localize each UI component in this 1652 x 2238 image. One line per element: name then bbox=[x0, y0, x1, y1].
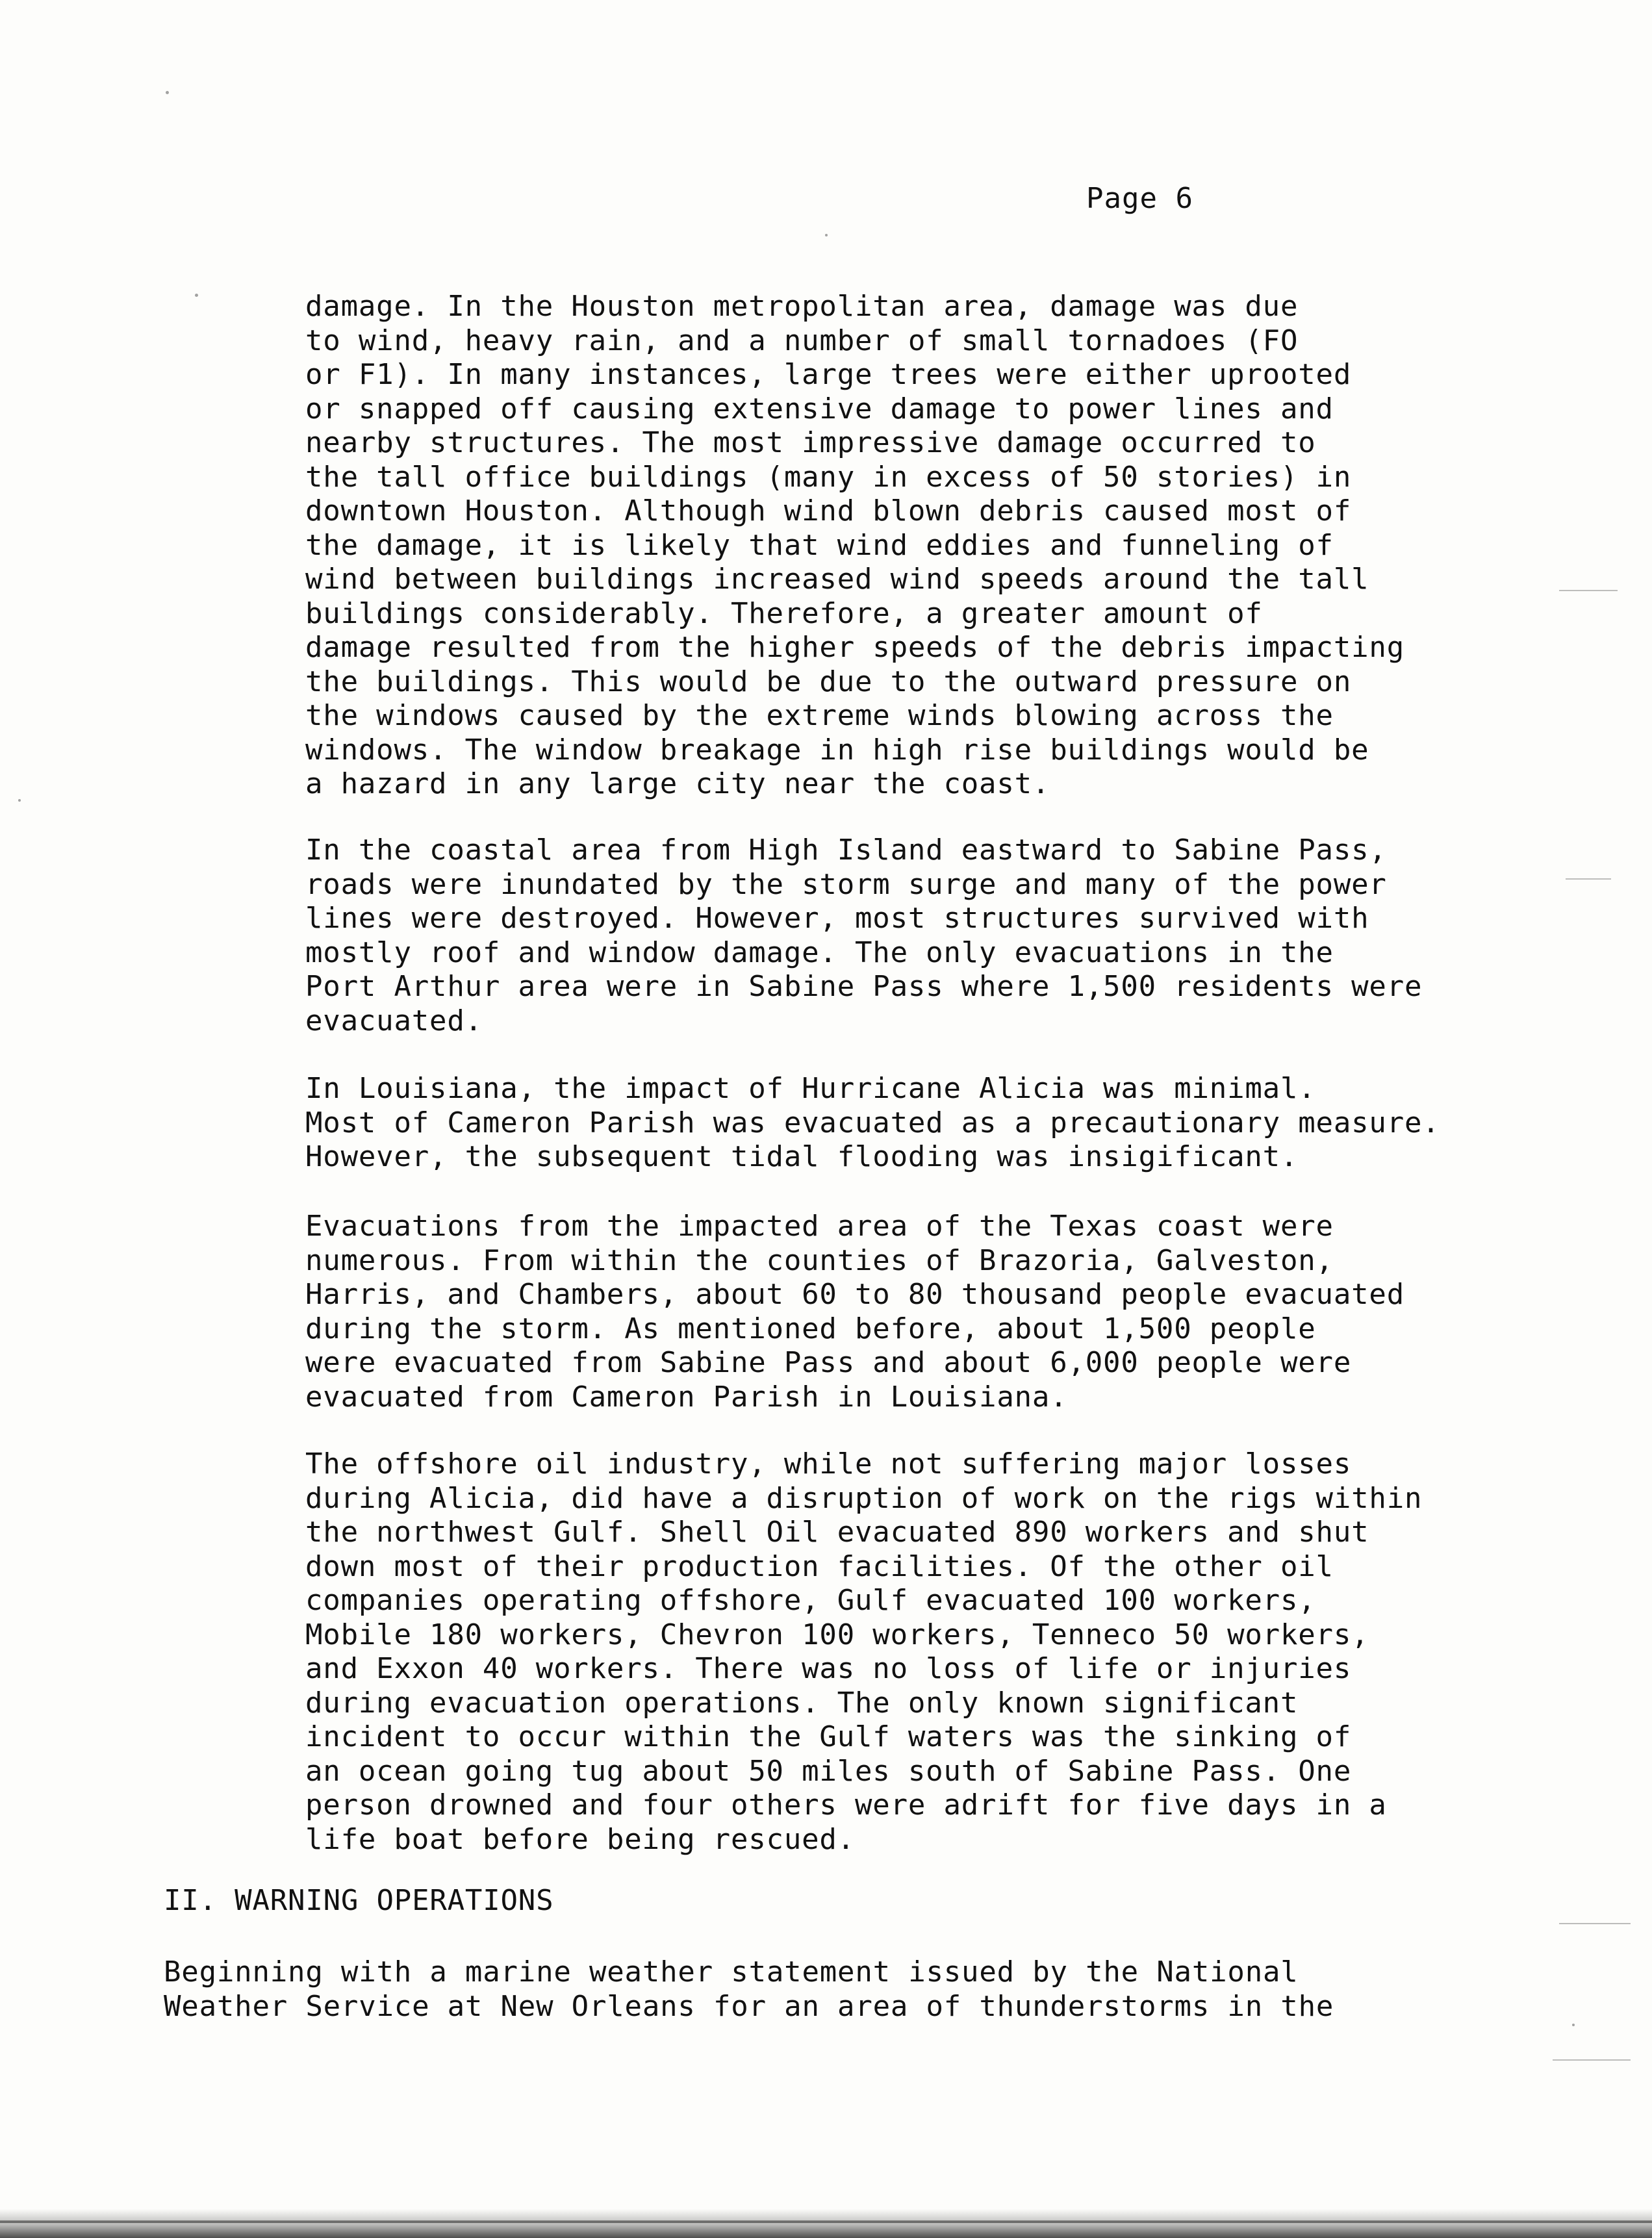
text-line: the windows caused by the extreme winds blowing across the bbox=[305, 699, 1334, 732]
scan-speck bbox=[1572, 2024, 1575, 2026]
text-line: Port Arthur area were in Sabine Pass where 1,500 residents were bbox=[305, 970, 1423, 1003]
text-line: In the coastal area from High Island eastward to Sabine Pass, bbox=[305, 833, 1387, 867]
scan-bottom-rule bbox=[0, 2220, 1652, 2223]
scan-margin-mark bbox=[1553, 2059, 1631, 2061]
text-line: In Louisiana, the impact of Hurricane Alicia was minimal. bbox=[305, 1072, 1316, 1105]
text-line: Beginning with a marine weather statement issued by the National bbox=[164, 1955, 1299, 1989]
text-line: The offshore oil industry, while not suffering major losses bbox=[305, 1447, 1352, 1481]
text-line: Weather Service at New Orleans for an area of thunderstorms in the bbox=[164, 1989, 1334, 2023]
section-heading: II. WARNING OPERATIONS bbox=[164, 1884, 554, 1917]
text-line: the buildings. This would be due to the outward pressure on bbox=[305, 665, 1352, 698]
text-line: However, the subsequent tidal flooding was insigificant. bbox=[305, 1140, 1299, 1173]
text-line: the tall office buildings (many in excess of 50 stories) in bbox=[305, 460, 1352, 494]
text-line: or snapped off causing extensive damage to power lines and bbox=[305, 392, 1334, 426]
text-line: Evacuations from the impacted area of the Texas coast were bbox=[305, 1210, 1334, 1243]
page-number: Page 6 bbox=[1086, 182, 1193, 215]
text-line: the northwest Gulf. Shell Oil evacuated 890 workers and shut bbox=[305, 1516, 1369, 1549]
text-line: damage resulted from the higher speeds of the debris impacting bbox=[305, 631, 1404, 664]
text-line: companies operating offshore, Gulf evacuated 100 workers, bbox=[305, 1584, 1316, 1617]
scan-margin-mark bbox=[1559, 590, 1618, 591]
text-line: during evacuation operations. The only known significant bbox=[305, 1686, 1299, 1720]
paragraph-warning-operations bbox=[164, 1955, 1334, 2024]
text-line: were evacuated from Sabine Pass and about 6,000 people were bbox=[305, 1346, 1352, 1379]
text-line: life boat before being rescued. bbox=[305, 1822, 855, 1856]
scan-speck bbox=[18, 799, 21, 802]
text-line: evacuated from Cameron Parish in Louisiana. bbox=[305, 1380, 1068, 1414]
text-line: mostly roof and window damage. The only evacuations in the bbox=[305, 935, 1334, 969]
text-line: roads were inundated by the storm surge and many of the power bbox=[305, 867, 1387, 901]
text-line: Mobile 180 workers, Chevron 100 workers, Tenneco 50 workers, bbox=[305, 1618, 1369, 1651]
text-line: during Alicia, did have a disruption of work on the rigs within bbox=[305, 1481, 1423, 1515]
scan-speck bbox=[825, 234, 828, 236]
text-line: windows. The window breakage in high rise buildings would be bbox=[305, 733, 1369, 767]
text-line: downtown Houston. Although wind blown debris caused most of bbox=[305, 494, 1352, 528]
text-line: Harris, and Chambers, about 60 to 80 thousand people evacuated bbox=[305, 1278, 1404, 1311]
text-line: and Exxon 40 workers. There was no loss of life or injuries bbox=[305, 1652, 1352, 1685]
text-line: Most of Cameron Parish was evacuated as a precautionary measure. bbox=[305, 1106, 1440, 1139]
text-line: during the storm. As mentioned before, about 1,500 people bbox=[305, 1312, 1316, 1345]
scan-bottom-edge bbox=[0, 2209, 1652, 2238]
text-line: incident to occur within the Gulf waters was the sinking of bbox=[305, 1720, 1352, 1753]
text-line: numerous. From within the counties of Brazoria, Galveston, bbox=[305, 1243, 1334, 1277]
text-line: wind between buildings increased wind speeds around the tall bbox=[305, 563, 1369, 596]
scan-margin-mark bbox=[1559, 1923, 1631, 1924]
scan-speck bbox=[195, 294, 198, 297]
paragraph-louisiana bbox=[305, 1072, 1440, 1175]
text-line: lines were destroyed. However, most structures survived with bbox=[305, 902, 1369, 935]
paragraph-houston-damage bbox=[305, 290, 1404, 802]
text-line: to wind, heavy rain, and a number of small tornadoes (FO bbox=[305, 324, 1299, 357]
text-line: damage. In the Houston metropolitan area, damage was due bbox=[305, 290, 1299, 323]
scan-margin-mark bbox=[1566, 878, 1611, 880]
text-line: down most of their production facilities. Of the other oil bbox=[305, 1549, 1334, 1583]
text-line: person drowned and four others were adrift for five days in a bbox=[305, 1788, 1387, 1822]
paragraph-evacuations bbox=[305, 1210, 1404, 1414]
text-line: nearby structures. The most impressive damage occurred to bbox=[305, 426, 1316, 459]
text-line: a hazard in any large city near the coast. bbox=[305, 767, 1050, 800]
text-line: an ocean going tug about 50 miles south of Sabine Pass. One bbox=[305, 1754, 1352, 1788]
paragraph-coastal-area bbox=[305, 833, 1422, 1038]
scan-speck bbox=[166, 91, 169, 94]
paragraph-offshore-oil bbox=[305, 1447, 1422, 1857]
text-line: evacuated. bbox=[305, 1004, 483, 1037]
text-line: buildings considerably. Therefore, a greater amount of bbox=[305, 596, 1263, 630]
text-line: or F1). In many instances, large trees were either uprooted bbox=[305, 358, 1352, 391]
text-line: the damage, it is likely that wind eddies and funneling of bbox=[305, 528, 1334, 562]
